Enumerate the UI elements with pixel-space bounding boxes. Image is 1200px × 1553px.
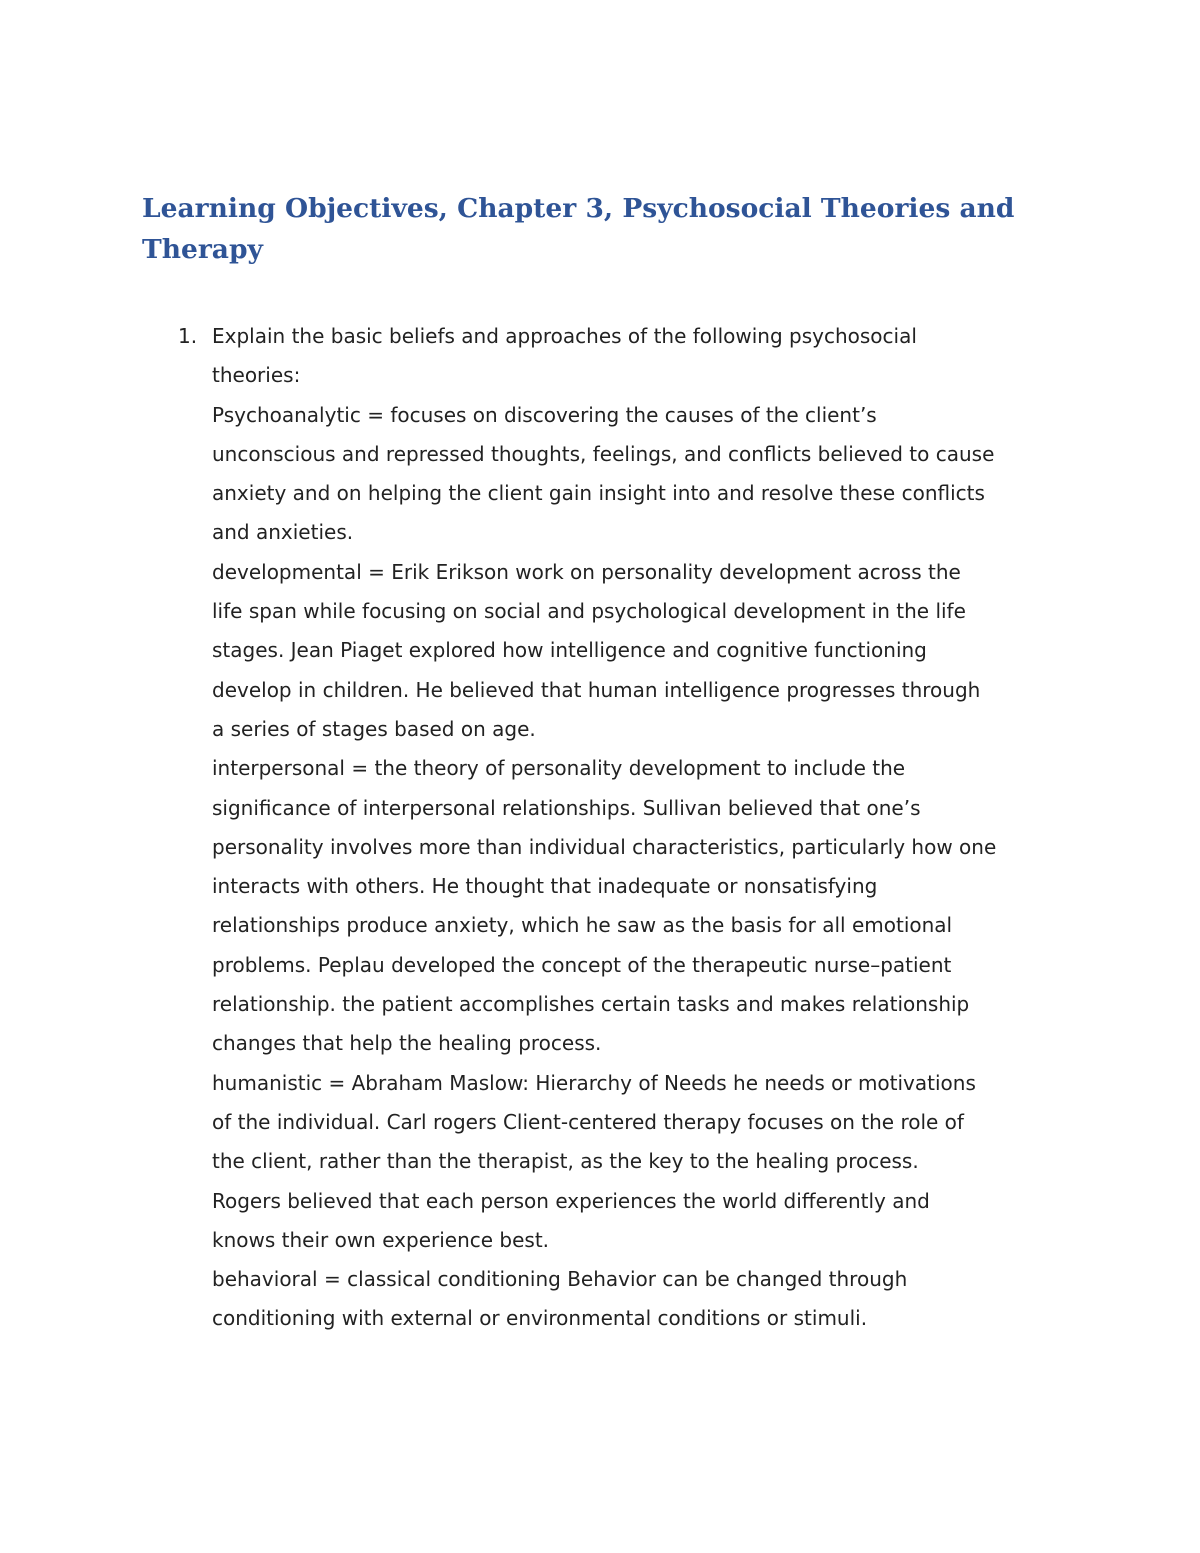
text-line: anxiety and on helping the client gain insight into and resolve these conflicts	[212, 481, 985, 506]
text-line: a series of stages based on age.	[212, 716, 536, 741]
text-line: the client, rather than the therapist, as the key to the healing process.	[212, 1149, 919, 1174]
text-line: changes that help the healing process.	[212, 1031, 602, 1056]
text-line: theories:	[212, 363, 301, 388]
text-line: significance of interpersonal relationships. Sullivan believed that one’s	[212, 795, 921, 820]
text-line: and anxieties.	[212, 520, 354, 545]
text-line: behavioral = classical conditioning Behavior can be changed through	[212, 1267, 908, 1292]
text-line: relationships produce anxiety, which he saw as the basis for all emotional	[212, 913, 953, 938]
list-item-body	[212, 317, 1072, 1339]
text-line: life span while focusing on social and psychological development in the life	[212, 599, 966, 624]
text-line: Psychoanalytic = focuses on discovering the causes of the client’s	[212, 402, 877, 427]
text-line: unconscious and repressed thoughts, feelings, and conflicts believed to cause	[212, 441, 995, 466]
text-line: conditioning with external or environmental conditions or stimuli.	[212, 1306, 868, 1331]
text-line: developmental = Erik Erikson work on personality development across the	[212, 559, 961, 584]
text-line: personality involves more than individual characteristics, particularly how one	[212, 834, 997, 859]
text-line: humanistic = Abraham Maslow: Hierarchy of Needs he needs or motivations	[212, 1070, 976, 1095]
list-item-marker: 1.	[178, 324, 198, 348]
text-line: develop in children. He believed that human intelligence progresses through	[212, 677, 981, 702]
text-line: stages. Jean Piaget explored how intelligence and cognitive functioning	[212, 638, 927, 663]
text-line: interpersonal = the theory of personality development to include the	[212, 756, 906, 781]
text-line: Rogers believed that each person experiences the world differently and	[212, 1188, 930, 1213]
text-line: of the individual. Carl rogers Client-centered therapy focuses on the role of	[212, 1109, 964, 1134]
document-title: Learning Objectives, Chapter 3, Psychosocial Theories and Therapy	[142, 193, 1015, 265]
text-line: problems. Peplau developed the concept of the therapeutic nurse–patient	[212, 952, 952, 977]
text-line: interacts with others. He thought that inadequate or nonsatisfying	[212, 874, 878, 899]
text-line: knows their own experience best.	[212, 1227, 550, 1252]
text-line: relationship. the patient accomplishes certain tasks and makes relationship	[212, 992, 970, 1017]
text-line: Explain the basic beliefs and approaches of the following psychosocial	[212, 324, 917, 348]
